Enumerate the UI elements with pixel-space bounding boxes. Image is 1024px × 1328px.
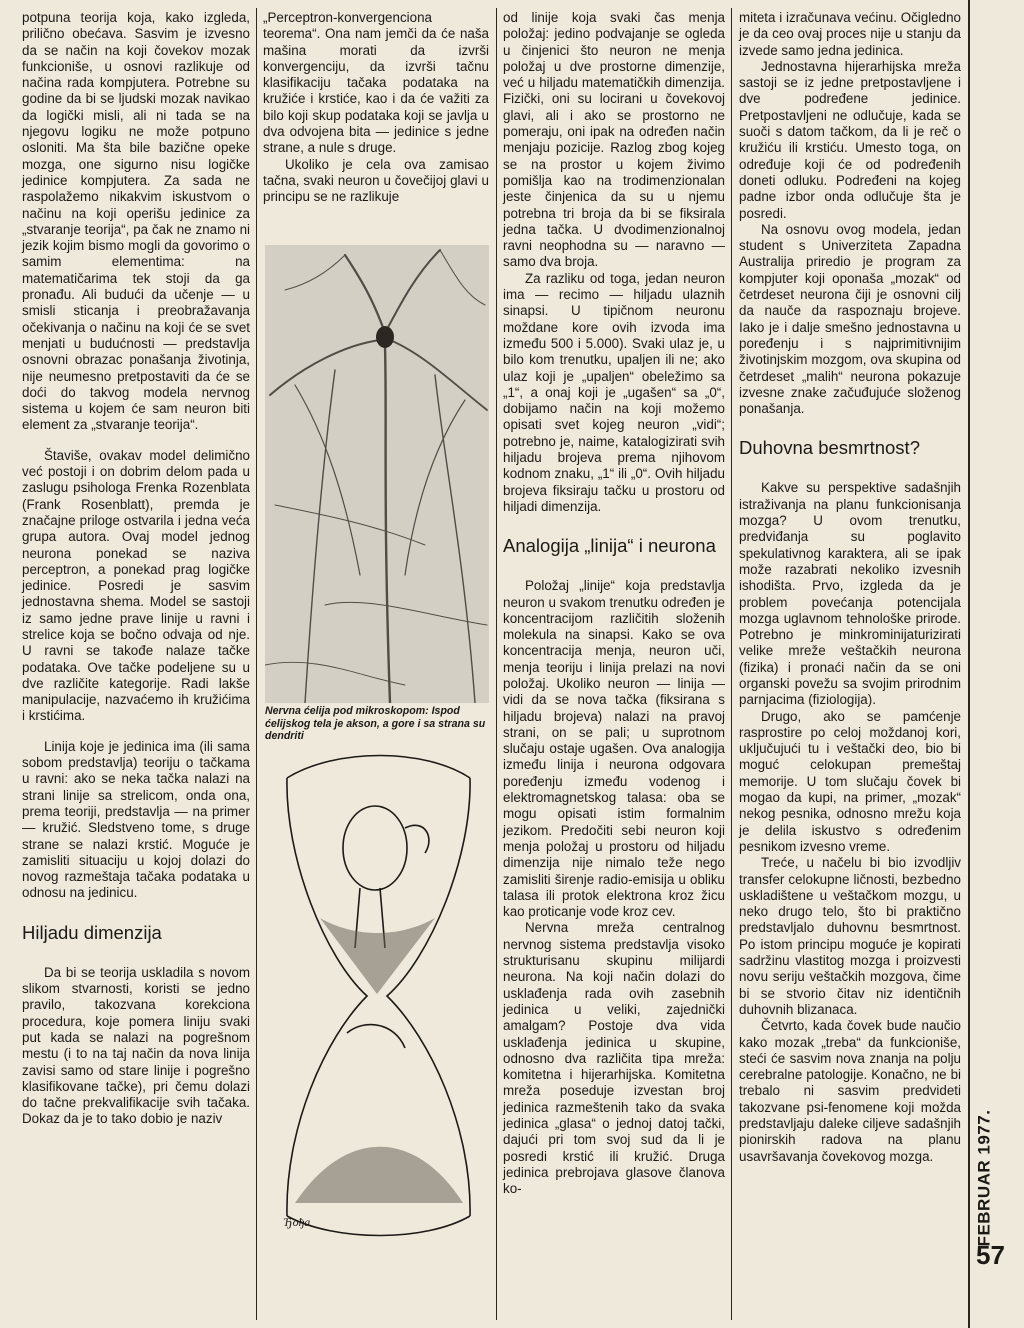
column-rule-1 (256, 8, 257, 1320)
issue-date-label: FEBRUAR 1977. (974, 1109, 993, 1247)
paragraph: Linija koje je jedinica ima (ili sama sobom predstavlja) teoriju o tačkama u ravni: ako se neka tačka nalazi na strani linije sa strelicom, onda ona, prema teoriji, predstavlja — na primer — kružić. Sledstveno tome, s druge strane se nalazi krstić. Moguće je zamisliti situaciju u kojoj dolazi do novog razmeštaja tačaka podataka u odnosu na jedinicu. (22, 738, 250, 901)
paragraph: Ukoliko je cela ova zamisao tačna, svaki neuron u čovečijoj glavi u principu se ne razlikuje (263, 156, 489, 205)
paragraph: Treće, u načelu bi bio izvodljiv transfer celokupne ličnosti, bezbedno uskladištene u veštačkom mozgu, u neko drugo telo, što bi praktično predstavljalo duhovnu besmrtnost. Po istom principu moguće je kopirati sadržinu vlastitog mozga i proizvesti novu seriju veštačkih mozgova, čime bi se stvorio čitav niz identičnih duhovnih blizanaca. (739, 855, 961, 1017)
neuron-micrograph (265, 245, 489, 703)
hourglass-illustration (265, 748, 489, 1242)
paragraph: potpuna teorija koja, kako izgleda, prilično obećava. Sasvim je izvesno da se način na koji čovekov mozak funkcioniše, u osnovi razlikuje od načina rada kompjutera. Potrebne su godine da bi se ljudski mozak navikao da logički misli, ali ni tada se na njegovu logiku ne može potpuno osloniti. Ma šta bile bazične opeke mozga, one sigurno nisu logičke jedinice kompjutera. Za sada ne raspolažemo nikakvim iskustvom o načinu na koji operišu jedinice za „stvaranje teorija“, pa čak ne znamo ni jezik kojim bismo mogli da govorimo o samim elementima: na matematičarima tek stoji da ga pronađu. Ali budući da učenje — u smisli sticanja i preobražavanja očekivanja o načinu na koji će se svet menjati u budućnosti — predstavlja osnovni obrazac ponašanja životinja, nije neumesno pretpostaviti da će se doći do takvog modela nervnog sistema u kojem će sam neuron biti element za „stvaranje teorija“. (22, 10, 250, 433)
paragraph: „Perceptron-konvergenciona teorema“. Ona nam jemči da će naša mašina morati da izvrši konvergenciju, da izvrši tačnu klasifikaciju tačaka podataka na kružiće i krstiće, kao i da će važiti za bilo koji skup podataka koji se javlja u dva odvojena bita — jedinice s jedne strane, a nule s druge. (263, 10, 489, 156)
paragraph: od linije koja svaki čas menja položaj: jedino podvajanje se ogleda u činjenici što neuron ne menja položaj u dve prostorne dimenzije, već u hiljadu matematičkih dimenzija. Fizički, oni su locirani u čovekovoj glavi, ali i ako se prostorno ne pomeraju, oni ipak na određen način menjaju pozicije. Razlog zbog kojeg se na prostor u kojem živimo pomišlja kao na trodimenzionalan jeste činjenica da su u njemu potrebna tri broja da bi se fiksirala jedna tačka. U dvodimenzionalnoj ravni neophodna su — naravno — samo dva broja. (503, 10, 725, 270)
paragraph: Štaviše, ovakav model delimično već postoji i on dobrim delom pada u zaslugu psihologa Frenka Rozenblata (Frank Rosenblatt), premda je značajne priloge ostvarila i jedna veća grupa autora. Ovaj model jednog neurona ponekad se naziva perceptron, a ponekad prag logičke jedinice. Posredi je sasvim jednostavna shema. Model se sastoji iz samo jedne prave linije u ravni i strelice koja se bočno odvaja od nje. U ravni se takođe nalaze tačke podataka. Ove tačke podeljene su u dve različite kategorije. Radi lakše manipulacije, nazvaćemo ih kružićima i krstićima. (22, 447, 250, 724)
article-column-4 (739, 10, 961, 1165)
page-edge-rule (968, 0, 970, 1328)
paragraph: Kakve su perspektive sadašnjih istraživanja na planu funkcionisanja mozga? U ovom trenutku, predviđanja su poglavito spekulativnog karaktera, ali se ipak može razabrati nekoliko izvesnih ishodišta. Prvo, izgleda da je problem povećanja potencijala mozga uglavnom tehnološke prirode. Potrebno je minkrominijaturizirati velike mreže veštačkih neurona (fizika) i pronaći način da se oni organski povežu sa svojim prirodnim parnjacima (fiziologija). (739, 480, 961, 708)
drawing-signature: Ђођа (283, 1215, 311, 1229)
photo-caption: Nervna ćelija pod mikroskopom: Ispod ćelijskog tela je akson, a gore i sa strana su dendriti (265, 705, 486, 742)
article-column-2 (263, 10, 489, 206)
paragraph: Da bi se teorija uskladila s novom slikom stvarnosti, koristi se jedno pravilo, takozvana korekciona procedura, koje pomera liniju svaki put kada se nalazi na pogrešnom mestu (i to na taj način da nova linija zavisi samo od stare linije i pogrešno klasifikovane tačke), pri čemu dolazi do tačne prekvalifikacije svih tačaka. Dokaz da je to tako dobio je naziv (22, 964, 250, 1127)
article-column-3 (503, 10, 725, 1197)
hourglass-cartoon (265, 748, 489, 1242)
subheading-duhovna-besmrtnost: Duhovna besmrtnost? (739, 437, 920, 459)
paragraph: miteta i izračunava većinu. Očigledno je da ceo ovaj proces nije u stanju da izvede samo jedna jedinica. (739, 10, 961, 58)
paragraph: Na osnovu ovog modela, jedan student s Univerziteta Zapadna Australija priredio je program za kompjuter koji oponaša „mozak“ od četrdeset neurona čiji je osnovni cilj da nauče da raspoznaju brojeve. Iako je i dalje smešno jednostavna u poređenju i s najprimitivnijim životinjskim mozgom, ova skupina od četrdeset „malih“ neurona pokazuje izvesne znake začuđujuće složenog ponašanja. (739, 221, 961, 417)
issue-date (972, 1109, 996, 1247)
column-rule-3 (731, 8, 732, 1320)
subheading-hiljadu-dimenzija: Hiljadu dimenzija (22, 921, 162, 943)
paragraph: Četvrto, kada čovek bude naučio kako mozak „treba“ da funkcioniše, steći će sasvim nova znanja na polju cerebralne patologije. Konačno, ne bi trebalo ni sasvim predvideti takozvane psi-fenomene koji možda predstavljaju daleke ciljeve sadašnjih pionirskih radova na planu usavršavanja čovekovog mozga. (739, 1018, 961, 1164)
column-rule-2 (496, 8, 497, 1320)
paragraph: Jednostavna hijerarhijska mreža sastoji se iz jedne pretpostavljene i dve podređene jedinice. Pretpostavljeni ne odlučuje, kada se suoči s datom tačkom, da li je reč o kružiću ili krstiću. Umesto toga, on određuje koji će od podređenih doneti odluku. Podređeni na kojeg padne izbor onda odlučuje šta je posredi. (739, 58, 961, 221)
paragraph: Položaj „linije“ koja predstavlja neuron u svakom trenutku određen je koncentracijom različitih složenih molekula na sinapsi. Kako se ova koncentracija menja, neuron uči, menja teoriju i linija prelazi na novi položaj. Ukoliko neuron — linija — vidi da se nova tačka (fiksirana s hiljadu brojeva) nalazi na pravoj strani, on se pali; u suprotnom slučaju ostaje ugašen. Ova analogija između linija i neurona odgovara poređenju između vodenog i elektromagnetskog talasa: oba se mogu opisati istim formalnim jezikom. Predočiti sebi neuron koji menja položaj u prostoru od hiljadu dimenzija nije nimalo teže nego zamisliti širenje radio-emisija u obliku talasa ili protok elektrona kroz žicu kao proticanje vode kroz cev. (503, 578, 725, 920)
page-number: 57 (976, 1240, 1005, 1270)
subheading-analogija: Analogija „linija“ i neurona (503, 535, 716, 557)
paragraph: Nervna mreža centralnog nervnog sistema predstavlja visoko strukturisanu skupinu milijardi neurona. Na koji način dolazi do usklađenja rada ovih zasebnih jedinica u veliki, zajednički amalgam? Postoje dva vida usklađenja jedinica u skupine, odnosno dva različita tipa mreža: komitetna i hijerarhijska. Komitetna mreža poseduje izvestan broj jedinica razmeštenih tako da svaka jedinica „glasa“ o jednoj datoj tački, dajući pri tom svoj sud da li je posredi krstić ili kružić. Druga jedinica prebrojava glasove članova ko- (503, 920, 725, 1197)
paragraph: Drugo, ako se pamćenje rasprostire po celoj moždanoj kori, uključujući tu i veštački deo, bio bi moguć celokupan premeštaj memorije. U tom slučaju čovek bi mogao da kupi, na primer, „mozak“ nekog pesnika, odnosno mrežu koja je delila iskustvo s određenim pesnikom izvesno vreme. (739, 708, 961, 854)
article-column-1 (22, 10, 250, 1128)
neuron-illustration (265, 245, 489, 703)
paragraph: Za razliku od toga, jedan neuron ima — recimo — hiljadu ulaznih sinapsi. U tipičnom neuronu moždane kore ovih izvoda ima između 500 i 5.000). Svaki ulaz je, u bilo kom trenutku, upaljen ili ne; ako ulaz koji je „upaljen“ obeležimo sa „1“, a onaj koji je „ugašen“ sa „0“, dobijamo način na koji možemo opisati svet kojeg neuron „vidi“; potrebno je, naime, katalogizirati svih hiljadu brojeva prema njihovom kodnom znaku, „1“ ili „0“. Ovih hiljadu brojeva fiksiraju tačku u prostoru od hiljadi dimenzija. (503, 270, 725, 514)
